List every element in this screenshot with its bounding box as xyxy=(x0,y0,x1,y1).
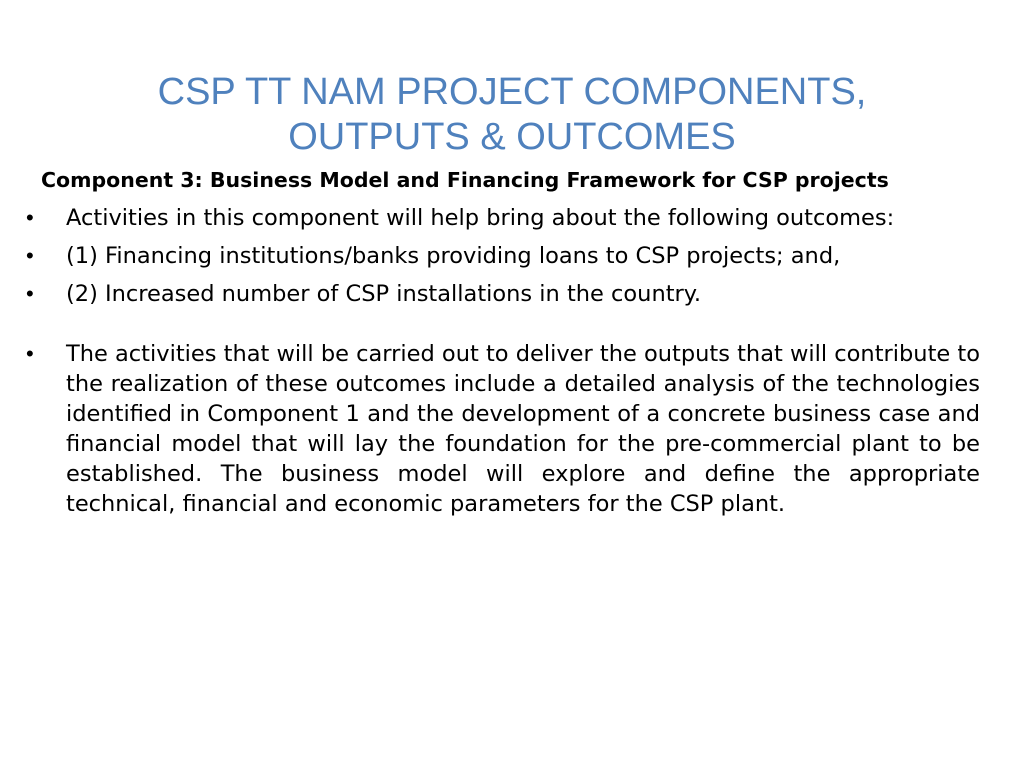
bullet-item-outcome-2 xyxy=(24,279,980,309)
bullet-list xyxy=(24,203,980,519)
slide-title-line-1: CSP TT NAM PROJECT COMPONENTS, xyxy=(157,71,867,113)
bullet-item-activities-description xyxy=(24,339,980,519)
bullet-text: The activities that will be carried out to deliver the outputs that will contribute to the realization of these outcomes include a detailed analysis of the technologies identified in Component 1 and the development of a concrete business case and financial model that will lay the foundation for the pre-commercial plant to be established. The business model will explore and define the appropriate technical, financial and economic parameters for the CSP plant. xyxy=(66,341,980,517)
bullet-text: Activities in this component will help bring about the following outcomes: xyxy=(66,205,895,231)
bullet-dot-icon: • xyxy=(26,341,34,366)
bullet-item-outcome-1 xyxy=(24,241,980,271)
bullet-dot-icon: • xyxy=(26,205,34,230)
slide-body xyxy=(24,166,980,527)
bullet-text: (1) Financing institutions/banks providing loans to CSP projects; and, xyxy=(66,243,841,269)
component-subheading: Component 3: Business Model and Financing Framework for CSP projects xyxy=(41,168,889,192)
bullet-item-outcomes-intro xyxy=(24,203,980,233)
bullet-text: (2) Increased number of CSP installations in the country. xyxy=(66,281,702,307)
slide-title-line-2: OUTPUTS & OUTCOMES xyxy=(288,116,736,158)
slide-title xyxy=(60,70,964,160)
bullet-dot-icon: • xyxy=(26,281,34,306)
bullet-dot-icon: • xyxy=(26,243,34,268)
